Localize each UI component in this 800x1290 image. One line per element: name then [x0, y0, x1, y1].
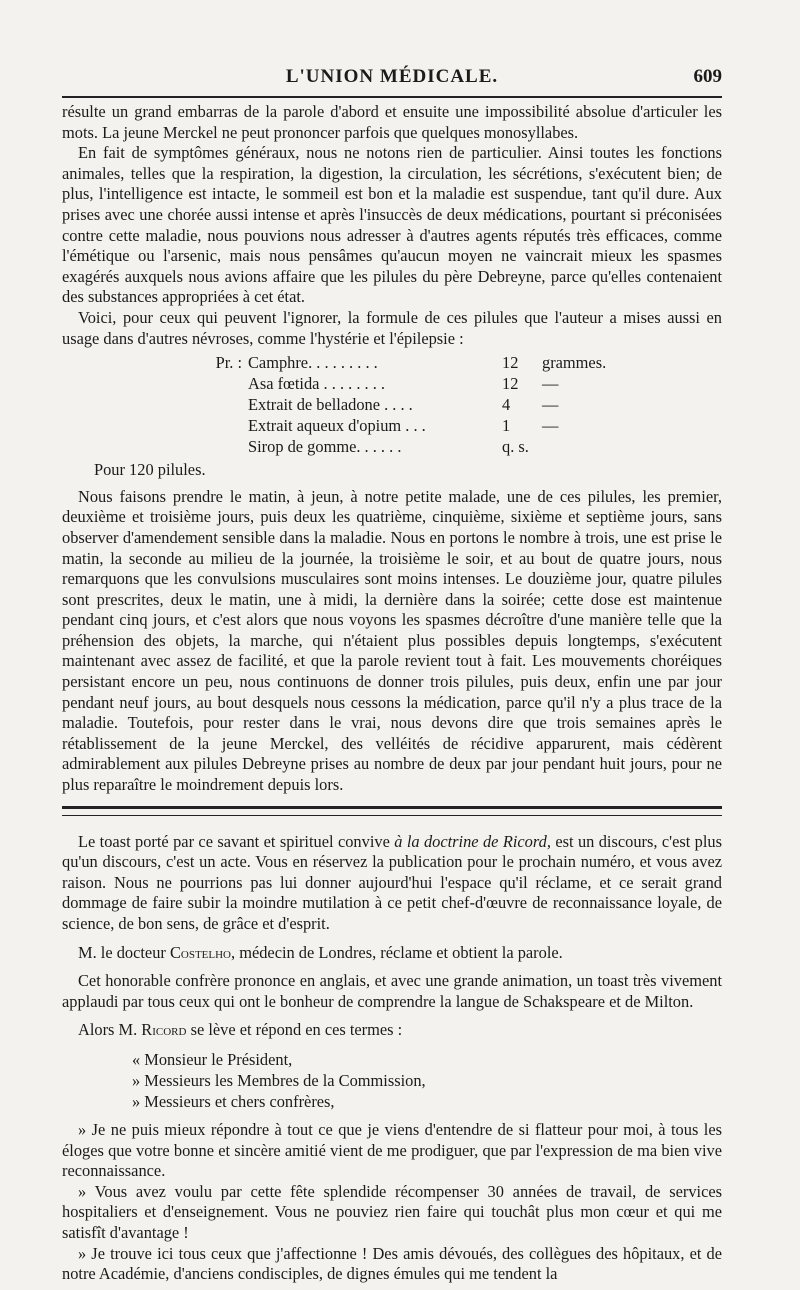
- running-title: L'UNION MÉDICALE.: [285, 66, 499, 87]
- article-paragraph-3: Voici, pour ceux qui peuvent l'ignorer, la formule de ces pilules que l'auteur a mises aussi en usage dans d'autres névroses, comme l'hystérie et l'épilepsie :: [62, 307, 722, 348]
- ingredient-dose: 12: [502, 374, 519, 394]
- ingredient-unit: —: [542, 374, 559, 394]
- banquet-text: M. le docteur: [78, 942, 170, 962]
- header-rule: [62, 96, 722, 98]
- ingredient-dose: 1: [502, 416, 511, 436]
- banquet-paragraph-1: [62, 832, 722, 935]
- banquet-paragraph-4: [62, 1020, 722, 1041]
- page-number: 609: [693, 66, 722, 87]
- speech-paragraph-1: » Je ne puis mieux répondre à tout ce que je viens d'entendre de si flatteur pour moi, à tous les éloges que votre bonne et sincère amitié vient de me prodiguer, que par l'expression de ma bien vive reconnaissance.: [62, 1119, 722, 1181]
- speech-paragraph-2: » Vous avez voulu par cette fête splendide récompenser 30 années de travail, de services hospitaliers et d'enseignement. Vous ne pouviez rien faire qui touchât plus mon cœur et qui me satisfît d'avantage !: [62, 1181, 722, 1242]
- ingredient-name: Asa fœtida . . . . . . . .: [248, 374, 386, 394]
- speaker-name: Ricord: [141, 1020, 187, 1040]
- ingredient-unit: —: [542, 395, 559, 415]
- formula-row: [62, 353, 722, 374]
- ingredient-dose: 4: [502, 395, 511, 415]
- ingredient-name: Extrait de belladone . . . .: [248, 395, 413, 415]
- page-body: [62, 102, 722, 1285]
- article-paragraph-2: En fait de symptômes généraux, nous ne notons rien de particulier. Ainsi toutes les fonctions animales, telles que la respiration, la digestion, la circulation, les sécrétions, s'exécutent bien; de plus, l'intelligence est intacte, le sommeil est bon et la maladie est suspendue, tant qu'il dure. Aux prises avec une chorée aussi intense et après l'insuccès de deux médications, pourtant si préconisées contre cette maladie, nous pouvions nous adresser à d'autres agents réputés très efficaces, comme l'émétique ou l'arsenic, mais nous pensâmes qu'aucun moyen ne vaincrait mieux les spasmes exagérés auxquels nous avions affaire que les pilules du père Debreyne, parce qu'elles contenaient des substances appropriées à cet état.: [62, 143, 722, 307]
- banquet-paragraph-3: Cet honorable confrère prononce en anglais, et avec une grande animation, un toast très vivement applaudi par tous ceux qui ont le bonheur de comprendre la langue de Schakspeare et de Milton.: [62, 971, 722, 1011]
- banquet-text: se lève et répond en ces termes :: [186, 1020, 403, 1040]
- salutation-line: » Messieurs les Membres de la Commission,: [132, 1070, 426, 1090]
- formula-prefix: Pr. :: [215, 353, 242, 373]
- page-header: [62, 66, 722, 96]
- speaker-name: Costelho: [169, 942, 231, 962]
- ingredient-dose: q. s.: [502, 437, 529, 457]
- speech-salutation: [62, 1049, 722, 1112]
- article-paragraph-4: Nous faisons prendre le matin, à jeun, à notre petite malade, une de ces pilules, les premier, deuxième et troisième jours, puis deux les quatrième, cinquième, sixième et septième jours, sans observer d'amendement sensible dans la maladie. Nous en portons le nombre à trois, une est prise le matin, la seconde au milieu de la journée, la troisième le soir, et au bout de quatre jours, nous remarquons que les convulsions musculaires sont moins intenses. Le douzième jour, quatre pilules sont prescrites, deux le matin, une à midi, la dernière dans la soirée; cette dose est maintenue pendant cinq jours, et c'est alors que nous voyons les spasmes décroître d'une manière telle que la préhension des objets, la marche, qui n'étaient plus possibles depuis longtemps, s'exécutent maintenant avec assez de facilité, et que la parole revient tout à fait. Les mouvements choréiques persistant encore un peu, nous continuons de donner trois pilules, puis deux, enfin une par jour pendant neuf jours, au bout desquels nous cessons la médication, parce qu'il n'y a plus trace de la maladie. Toutefois, pour rester dans le vrai, nous devons dire que trois semaines après le rétablissement de la jeune Merckel, des velléités de récidive apparurent, mais cédèrent admirablement aux pilules Debreyne prises au nombre de deux par jour pendant huit jours, pour ne plus reparaître le moindrement depuis lors.: [62, 486, 722, 795]
- ingredient-name: Sirop de gomme. . . . . .: [248, 437, 402, 457]
- ingredient-dose: 12: [502, 353, 519, 373]
- banquet-text: Alors M.: [78, 1020, 142, 1040]
- salutation-line: « Monsieur le Président,: [132, 1049, 293, 1069]
- section-divider: [62, 806, 722, 816]
- formula-row: [62, 395, 722, 416]
- ingredient-name: Extrait aqueux d'opium . . .: [248, 416, 426, 436]
- ingredient-unit: —: [542, 416, 559, 436]
- banquet-text: , médecin de Londres, réclame et obtient la parole.: [231, 942, 563, 962]
- banquet-paragraph-2: [62, 943, 722, 964]
- speech-paragraph-3: » Je trouve ici tous ceux que j'affectionne ! Des amis dévoués, des collègues des hôpitaux, et de notre Académie, d'anciens condisciples, de dignes émules qui me tendent la: [62, 1243, 722, 1284]
- formula-row: [62, 374, 722, 395]
- ingredient-name: Camphre. . . . . . . . .: [248, 353, 378, 373]
- banquet-text: Le toast porté par ce savant et spirituel convive: [78, 831, 395, 851]
- formula-row: [62, 437, 722, 458]
- salutation-line: » Messieurs et chers confrères,: [132, 1091, 335, 1111]
- article-paragraph-1: résulte un grand embarras de la parole d'abord et ensuite une impossibilité absolue d'articuler les mots. La jeune Merckel ne peut prononcer parfois que quelques monosyllabes.: [62, 102, 722, 142]
- banquet-text: est un discours, c'est plus qu'un discours, c'est un acte. Vous en réservez la publication pour le prochain numéro, et vous avez raison. Nous ne pourrions pas lui donner aujourd'hui l'espace qu'il réclame, et ce serait grand dommage de faire subir la moindre mutilation à ce petit chef-d'œuvre de reconnaissance loyale, de science, de bon sens, de grâce et d'esprit.: [62, 831, 722, 933]
- ingredient-unit: grammes.: [542, 353, 607, 373]
- pill-formula: [62, 353, 722, 481]
- formula-footer: Pour 120 pilules.: [94, 460, 206, 480]
- toast-title: à la doctrine de Ricord,: [394, 831, 551, 851]
- formula-row: [62, 416, 722, 437]
